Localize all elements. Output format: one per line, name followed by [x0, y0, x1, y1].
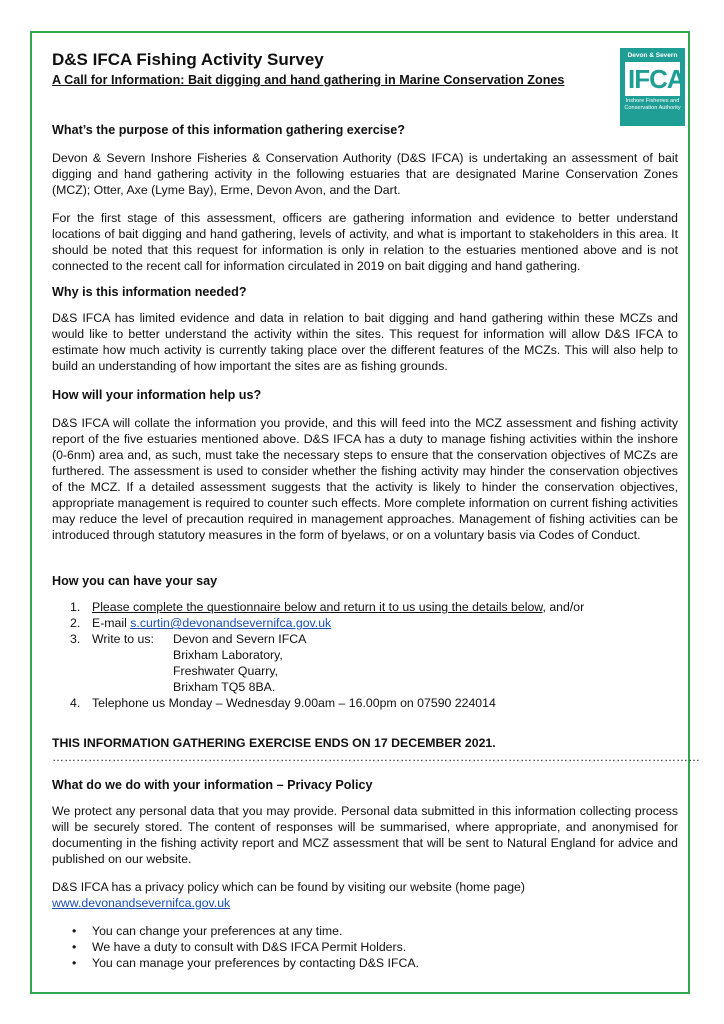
step-3 — [52, 631, 678, 695]
list-item: • We have a duty to consult with D&S IFCA Permit Holders. — [52, 939, 678, 955]
deadline-notice: THIS INFORMATION GATHERING EXERCISE ENDS ON 17 DECEMBER 2021. — [52, 736, 496, 750]
page-title: D&S IFCA Fishing Activity Survey — [52, 50, 324, 69]
privacy-heading: What do we do with your information – Privacy Policy — [52, 778, 373, 792]
postal-address — [173, 631, 306, 695]
step-1-text: Please complete the questionnaire below and return it to us using the details below — [92, 600, 543, 614]
step-2 — [52, 615, 678, 631]
page-subtitle: A Call for Information: Bait digging and hand gathering in Marine Conservation Zones — [52, 73, 565, 87]
help-heading: How will your information help us? — [52, 388, 262, 402]
step-1-number: 1. — [70, 600, 81, 614]
say-heading: How you can have your say — [52, 574, 218, 588]
privacy-section — [52, 777, 678, 971]
website-link[interactable]: www.devonandsevernifca.gov.uk — [52, 896, 231, 910]
step-1-suffix: , and/or — [542, 600, 585, 614]
step-4-number: 4. — [70, 696, 81, 710]
why-section — [52, 284, 678, 374]
help-paragraph: D&S IFCA will collate the information you provide, and this will feed into the MCZ assessment and fishing activity report of the five estuaries mentioned above. D&S IFCA has a duty to manage fishing activities within the inshore (0-6nm) area and, as such, must take the necessary steps to ensure that the conservation objectives of MCZs are furthered. The assessment is used to consider whether the fishing activity may hinder the conservation objectives of the MCZ. If a detailed assessment suggests that the activity is likely to hinder the conservation objectives, appropriate management is required to counter such effects. More complete information on current fishing activities may reduce the level of precaution required in management approaches. Management of fishing activities can be introduced through statutory measures in the form of byelaws, or on a voluntary basis via Codes of Conduct. — [52, 416, 678, 542]
logo-mark: IFCA — [628, 64, 685, 94]
address-line: Freshwater Quarry, — [173, 664, 279, 678]
preferences-list — [52, 923, 678, 971]
step-4-text: Telephone us Monday – Wednesday 9.00am – 16.00pm on 07590 224014 — [92, 696, 496, 710]
logo-bottom-text: Inshore Fisheries and Conservation Authority — [624, 98, 681, 111]
list-item: • You can manage your preferences by contacting D&S IFCA. — [52, 955, 678, 971]
step-1 — [52, 599, 678, 615]
email-link[interactable]: s.curtin@devonandsevernifca.gov.uk — [130, 616, 332, 630]
why-heading: Why is this information needed? — [52, 285, 247, 299]
purpose-paragraph-1: Devon & Severn Inshore Fisheries & Conservation Authority (D&S IFCA) is undertaking an assessment of bait digging and hand gathering activity in the following estuaries that are designated Marine Conservation Zones (MCZ); Otter, Axe (Lyme Bay), Erme, Devon Avon, and the Dart. — [52, 151, 678, 197]
privacy-paragraph-1: We protect any personal data that you may provide. Personal data submitted in this information collecting process will be securely stored. The content of responses will be summarised, where appropriate, and anonymised for documenting in the fishing activity report and MCZ assessment that will be sent to Natural England for advice and published on our website. — [52, 804, 678, 866]
privacy-paragraph-2 — [52, 879, 678, 911]
deadline-section — [52, 735, 700, 764]
purpose-heading: What’s the purpose of this information gathering exercise? — [52, 123, 405, 137]
address-line: Brixham TQ5 8BA. — [173, 680, 276, 694]
help-section — [52, 387, 678, 543]
step-2-label: E-mail — [92, 616, 131, 630]
purpose-paragraph-2: For the first stage of this assessment, officers are gathering information and evidence to better understand locations of bait digging and hand gathering, levels of activity, and what is important to stakeholders in this area. It should be noted that this request for information is only in relation to the estuaries mentioned above and is not connected to the recent call for information circulated in 2019 on bait digging and hand gathering. — [52, 211, 678, 273]
step-3-label: Write to us: — [92, 632, 154, 646]
say-section — [52, 573, 678, 711]
purpose-section — [52, 122, 678, 274]
privacy-paragraph-2-text: D&S IFCA has a privacy policy which can be found by visiting our website (home page) — [52, 880, 525, 894]
step-2-number: 2. — [70, 616, 81, 630]
say-steps — [52, 599, 678, 711]
address-line: Devon and Severn IFCA — [173, 632, 307, 646]
address-line: Brixham Laboratory, — [173, 648, 283, 662]
dotted-separator: ……………………………………………………………………………………………………………………………………………… — [52, 750, 700, 764]
step-3-number: 3. — [70, 632, 81, 646]
list-item: • You can change your preferences at any time. — [52, 923, 678, 939]
step-4 — [52, 695, 678, 711]
logo-top-text: Devon & Severn — [627, 52, 678, 59]
why-paragraph: D&S IFCA has limited evidence and data in relation to bait digging and hand gathering within these MCZs and would like to better understand the activity within the sites. This request for information will allow D&S IFCA to estimate how much activity is currently taking place over the different features of the MCZs. This will also help to build an understanding of how important the sites are as fishing grounds. — [52, 311, 678, 373]
